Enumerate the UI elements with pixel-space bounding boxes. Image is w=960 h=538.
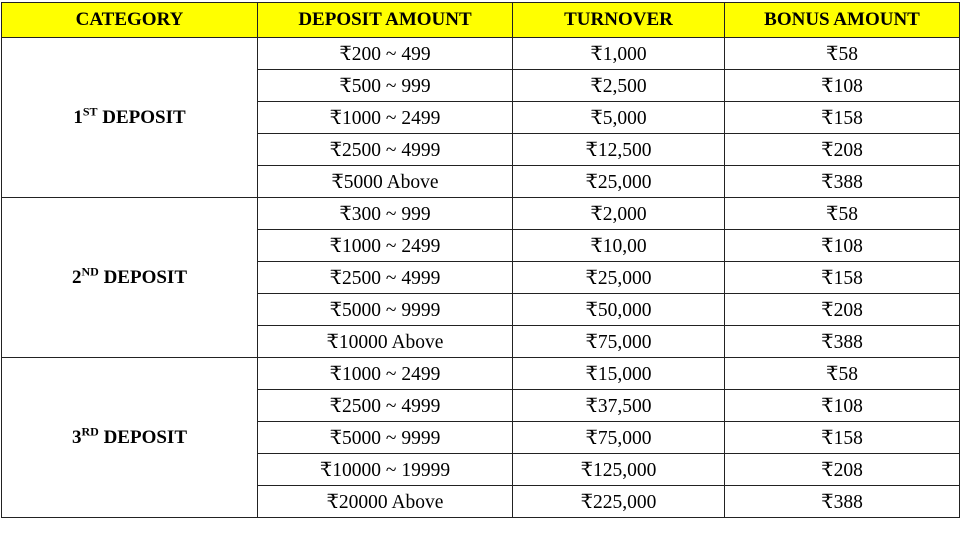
turnover-cell: ₹5,000 [513, 102, 725, 134]
category-ordinal: 2 [71, 266, 82, 288]
deposit-amount-cell: ₹1000 ~ 2499 [258, 230, 513, 262]
table-row [2, 38, 960, 70]
category-label: DEPOSIT [103, 426, 187, 448]
turnover-cell: ₹75,000 [513, 422, 725, 454]
deposit-amount-cell: ₹1000 ~ 2499 [258, 102, 513, 134]
bonus-amount-cell: ₹58 [725, 198, 960, 230]
deposit-amount-cell: ₹10000 ~ 19999 [258, 454, 513, 486]
bonus-amount-cell: ₹108 [725, 70, 960, 102]
header-category: CATEGORY [2, 3, 258, 38]
category-ordinal-suffix: ND [81, 264, 99, 279]
deposit-amount-cell: ₹5000 Above [258, 166, 513, 198]
turnover-cell: ₹1,000 [513, 38, 725, 70]
category-label: DEPOSIT [102, 106, 186, 128]
category-cell [2, 198, 258, 358]
bonus-amount-cell: ₹108 [725, 230, 960, 262]
deposit-amount-cell: ₹200 ~ 499 [258, 38, 513, 70]
turnover-cell: ₹25,000 [513, 262, 725, 294]
bonus-amount-cell: ₹388 [725, 326, 960, 358]
category-ordinal-suffix: RD [81, 424, 99, 439]
header-deposit-amount: DEPOSIT AMOUNT [258, 3, 513, 38]
table-row [2, 198, 960, 230]
category-ordinal-suffix: ST [82, 104, 98, 119]
deposit-amount-cell: ₹5000 ~ 9999 [258, 422, 513, 454]
category-cell [2, 358, 258, 518]
category-label: DEPOSIT [103, 266, 187, 288]
turnover-cell: ₹125,000 [513, 454, 725, 486]
bonus-amount-cell: ₹158 [725, 422, 960, 454]
turnover-cell: ₹37,500 [513, 390, 725, 422]
deposit-amount-cell: ₹20000 Above [258, 486, 513, 518]
deposit-amount-cell: ₹5000 ~ 9999 [258, 294, 513, 326]
deposit-amount-cell: ₹2500 ~ 4999 [258, 134, 513, 166]
deposit-amount-cell: ₹10000 Above [258, 326, 513, 358]
table-row [2, 358, 960, 390]
turnover-cell: ₹225,000 [513, 486, 725, 518]
deposit-amount-cell: ₹2500 ~ 4999 [258, 390, 513, 422]
header-row [2, 3, 960, 38]
bonus-amount-cell: ₹58 [725, 358, 960, 390]
category-cell [2, 38, 258, 198]
deposit-amount-cell: ₹2500 ~ 4999 [258, 262, 513, 294]
header-bonus-amount: BONUS AMOUNT [725, 3, 960, 38]
bonus-amount-cell: ₹208 [725, 294, 960, 326]
turnover-cell: ₹10,00 [513, 230, 725, 262]
bonus-amount-cell: ₹208 [725, 454, 960, 486]
category-ordinal: 1 [73, 106, 83, 128]
bonus-amount-cell: ₹108 [725, 390, 960, 422]
table-header [2, 3, 960, 38]
bonus-amount-cell: ₹388 [725, 166, 960, 198]
bonus-table [1, 2, 960, 518]
bonus-amount-cell: ₹208 [725, 134, 960, 166]
deposit-amount-cell: ₹1000 ~ 2499 [258, 358, 513, 390]
turnover-cell: ₹2,500 [513, 70, 725, 102]
deposit-amount-cell: ₹500 ~ 999 [258, 70, 513, 102]
bonus-amount-cell: ₹158 [725, 262, 960, 294]
turnover-cell: ₹50,000 [513, 294, 725, 326]
bonus-amount-cell: ₹58 [725, 38, 960, 70]
bonus-amount-cell: ₹388 [725, 486, 960, 518]
turnover-cell: ₹2,000 [513, 198, 725, 230]
header-turnover: TURNOVER [513, 3, 725, 38]
turnover-cell: ₹25,000 [513, 166, 725, 198]
table-body [2, 38, 960, 518]
turnover-cell: ₹12,500 [513, 134, 725, 166]
turnover-cell: ₹75,000 [513, 326, 725, 358]
turnover-cell: ₹15,000 [513, 358, 725, 390]
bonus-amount-cell: ₹158 [725, 102, 960, 134]
deposit-amount-cell: ₹300 ~ 999 [258, 198, 513, 230]
category-ordinal: 3 [71, 426, 82, 448]
